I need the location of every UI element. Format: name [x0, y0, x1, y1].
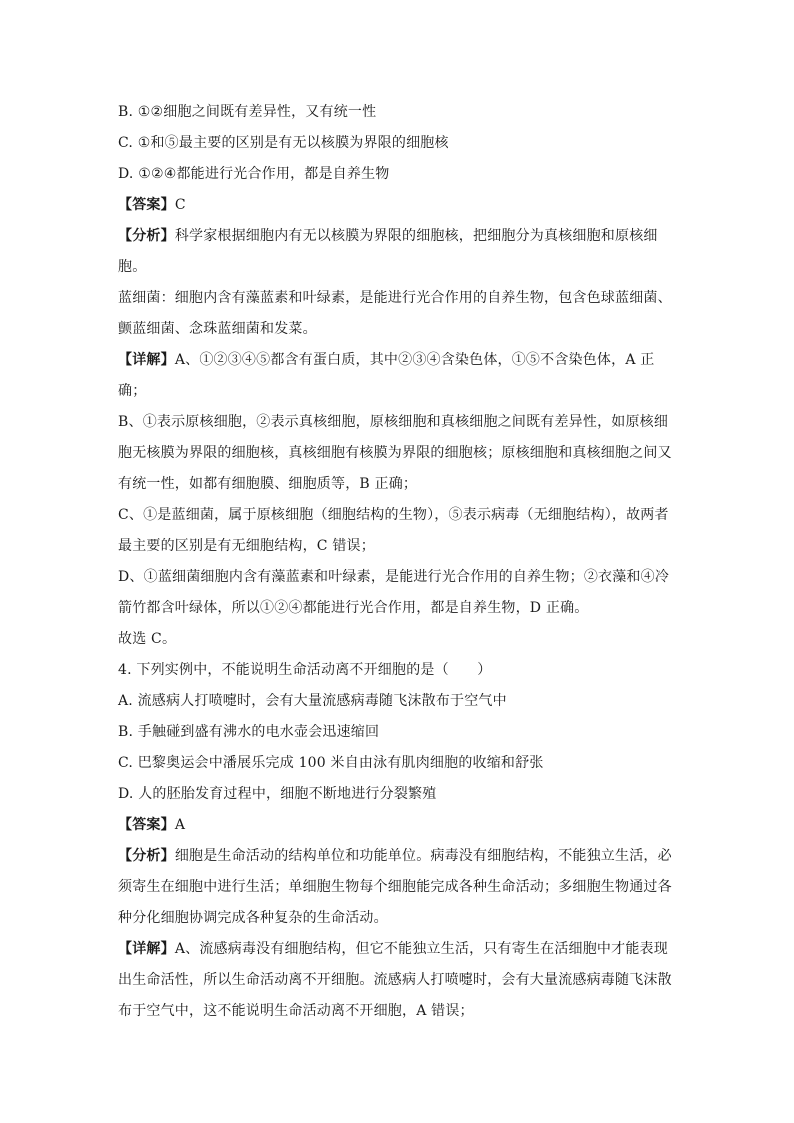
text-line — [118, 283, 678, 314]
detail-tag: 【详解】 — [118, 352, 175, 368]
line-text: 颤蓝细菌、念珠蓝细菌和发菜。 — [118, 321, 317, 337]
detail-line — [118, 934, 678, 965]
line-text: 故选 C。 — [118, 631, 177, 647]
option-a — [118, 686, 678, 717]
analysis-tag: 【分析】 — [118, 228, 175, 244]
text-line — [118, 872, 678, 903]
line-text: 有统一性，如都有细胞膜、细胞质等，B 正确； — [118, 476, 418, 492]
line-text: 科学家根据细胞内有无以核膜为界限的细胞核，把细胞分为真核细胞和原核细 — [174, 228, 658, 244]
option-b — [118, 717, 678, 748]
line-text: 胞。 — [118, 259, 147, 275]
text-line — [118, 469, 678, 500]
text-line — [118, 407, 678, 438]
answer-line — [118, 810, 678, 841]
text-line — [118, 562, 678, 593]
option-c — [118, 748, 678, 779]
answer-line — [118, 190, 678, 221]
text-line — [118, 965, 678, 996]
text-line — [118, 252, 678, 283]
line-text: 蓝细菌：细胞内含有藻蓝素和叶绿素，是能进行光合作用的自养生物，包含色球蓝细菌、 — [118, 290, 672, 306]
text-line — [118, 903, 678, 934]
line-text: C. 巴黎奥运会中潘展乐完成 100 米自由泳有肌肉细胞的收缩和舒张 — [118, 755, 544, 771]
analysis-line — [118, 221, 678, 252]
line-text: 出生命活性，所以生命活动离不开细胞。流感病人打喷嚏时，会有大量流感病毒随飞沫散 — [118, 972, 672, 988]
line-text: C、①是蓝细菌，属于原核细胞（细胞结构的生物），⑤表示病毒（无细胞结构），故两者 — [118, 507, 669, 523]
text-line — [118, 438, 678, 469]
line-text: 种分化细胞协调完成各种复杂的生命活动。 — [118, 910, 388, 926]
line-text: 确； — [118, 383, 147, 399]
line-text: 细胞是生命活动的结构单位和功能单位。病毒没有细胞结构，不能独立生活，必 — [174, 848, 672, 864]
line-text: 须寄生在细胞中进行生活；单细胞生物每个细胞能完成各种生命活动；多细胞生物通过各 — [118, 879, 672, 895]
text-line — [118, 624, 678, 655]
text-line — [118, 128, 678, 159]
line-text: B、①表示原核细胞，②表示真核细胞，原核细胞和真核细胞之间既有差异性，如原核细 — [118, 414, 669, 430]
text-line — [118, 593, 678, 624]
text-line — [118, 97, 678, 128]
line-text: 胞无核膜为界限的细胞核，真核细胞有核膜为界限的细胞核；原核细胞和真核细胞之间又 — [118, 445, 672, 461]
line-text: B. ①②细胞之间既有差异性，又有统一性 — [118, 104, 377, 120]
line-text: B. 手触碰到盛有沸水的电水壶会迅速缩回 — [118, 724, 380, 740]
answer-tag: 【答案】 — [118, 817, 175, 833]
line-text: 箭竹都含叶绿体，所以①②④都能进行光合作用，都是自养生物，D 正确。 — [118, 600, 589, 616]
question-stem — [118, 655, 678, 686]
line-text: 布于空气中，这不能说明生命活动离不开细胞，A 错误； — [118, 1003, 474, 1019]
text-line — [118, 314, 678, 345]
answer-tag: 【答案】 — [118, 197, 175, 213]
line-text: A. 流感病人打喷嚏时，会有大量流感病毒随飞沫散布于空气中 — [118, 693, 507, 709]
option-d — [118, 779, 678, 810]
text-line — [118, 159, 678, 190]
detail-line — [118, 345, 678, 376]
line-text: A、流感病毒没有细胞结构，但它不能独立生活，只有寄生在活细胞中才能表现 — [174, 941, 668, 957]
line-text: D、①蓝细菌细胞内含有藻蓝素和叶绿素，是能进行光合作用的自养生物；②衣藻和④冷 — [118, 569, 670, 585]
line-text: A、①②③④⑤都含有蛋白质，其中②③④含染色体，①⑤不含染色体，A 正 — [174, 352, 655, 368]
analysis-line — [118, 841, 678, 872]
text-line — [118, 500, 678, 531]
line-text: D. 人的胚胎发育过程中，细胞不断地进行分裂繁殖 — [118, 786, 437, 802]
detail-tag: 【详解】 — [118, 941, 175, 957]
line-text: 4. 下列实例中，不能说明生命活动离不开细胞的是（ ） — [118, 662, 492, 678]
line-text: D. ①②④都能进行光合作用，都是自养生物 — [118, 166, 390, 182]
text-line — [118, 376, 678, 407]
line-text: 最主要的区别是有无细胞结构，C 错误； — [118, 538, 375, 554]
analysis-tag: 【分析】 — [118, 848, 175, 864]
text-line — [118, 996, 678, 1027]
answer-value: C — [174, 197, 186, 213]
text-line — [118, 531, 678, 562]
line-text: C. ①和⑤最主要的区别是有无以核膜为界限的细胞核 — [118, 135, 449, 151]
answer-value: A — [174, 817, 186, 833]
document-body — [118, 97, 678, 1027]
